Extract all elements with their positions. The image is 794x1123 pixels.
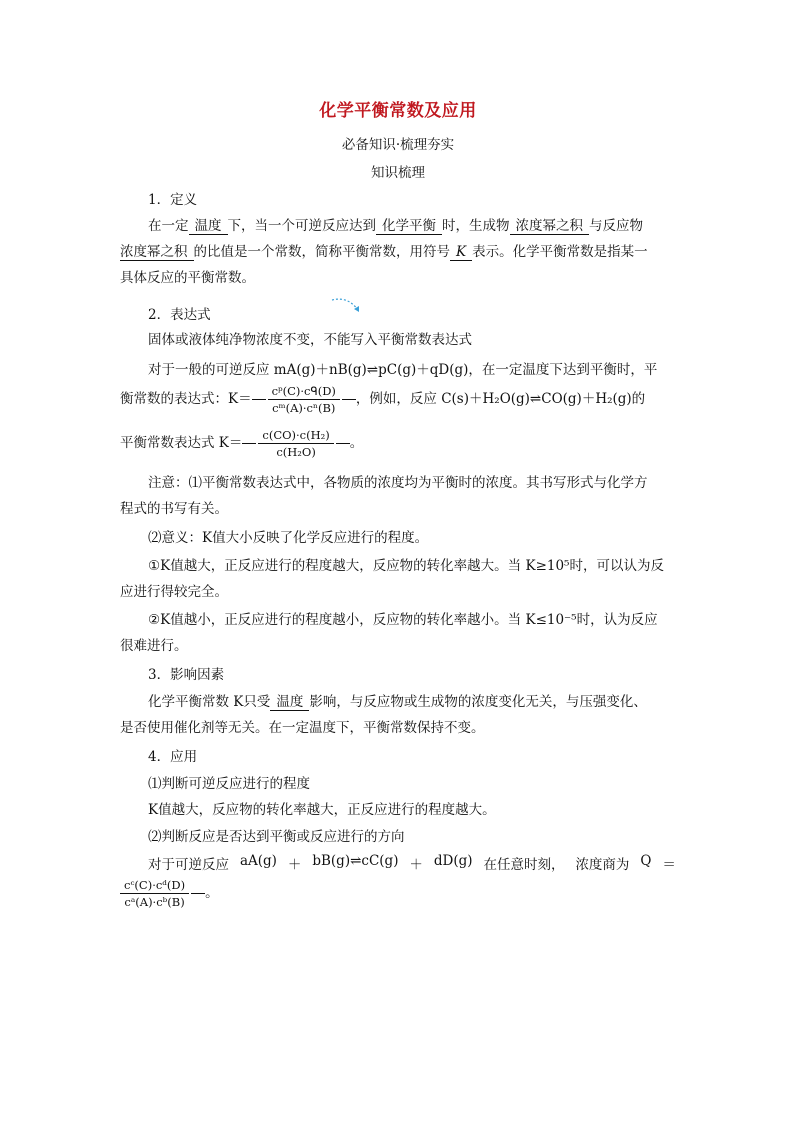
blank-answer-k xyxy=(450,244,472,261)
quotient-word: ＝ xyxy=(662,857,676,873)
s2-meaning-1b: 应进行得较完全。 xyxy=(120,584,228,600)
blank-answer-prod: 浓度幂之积 xyxy=(510,218,590,235)
s3-heading: 3．影响因素 xyxy=(148,667,225,683)
text: 影响，与反应物或生成物的浓度变化无关，与压强变化、 xyxy=(309,694,647,710)
s2-meaning: ⑵意义：K值大小反映了化学反应进行的程度。 xyxy=(148,530,429,546)
text: 的比值是一个常数，简称平衡常数，用符号 xyxy=(193,244,450,260)
text: 时，生成物 xyxy=(442,218,510,234)
s2-line3 xyxy=(120,428,363,459)
text: 下，当一个可逆反应达到 xyxy=(227,218,376,234)
blank-answer-eq: 化学平衡 xyxy=(376,218,442,235)
quotient-word: aA(g) xyxy=(239,853,277,869)
k-symbol: K xyxy=(456,244,467,260)
s2-note: 固体或液体纯净物浓度不变，不能写入平衡常数表达式 xyxy=(148,332,472,348)
s2-heading: 2．表达式 xyxy=(148,307,211,323)
quotient-word: ＋ xyxy=(287,857,302,873)
s4-item1-text: K值越大，反应物的转化率越大，正反应进行的程度越大。 xyxy=(148,802,496,818)
blank-line xyxy=(336,443,350,444)
text: 衡常数的表达式：K＝ xyxy=(120,391,252,407)
text: 。 xyxy=(205,885,219,901)
quotient-word: 在任意时刻， xyxy=(483,857,565,873)
blank-line xyxy=(191,893,205,894)
blank-answer-react: 浓度幂之积 xyxy=(120,244,194,261)
text: ，例如，反应 C(s)＋H₂O(g)⇌CO(g)＋H₂(g)的 xyxy=(355,391,646,407)
s4-heading: 4．应用 xyxy=(148,749,198,765)
s1-line1 xyxy=(148,214,643,235)
quotient-word: Q xyxy=(640,853,652,869)
fraction-k-general xyxy=(268,384,340,415)
fraction-q xyxy=(120,878,189,909)
page-title: 化学平衡常数及应用 xyxy=(319,101,477,121)
text: 平衡常数表达式 K＝ xyxy=(120,435,243,451)
subtitle: 必备知识·梳理夯实 xyxy=(341,137,455,153)
s2-meaning-1a: ①K值越大，正反应进行的程度越大，反应物的转化率越大。当 K≥10⁵时，可以认为反 xyxy=(148,558,664,574)
s4-quotient-fraction-line xyxy=(120,878,219,909)
text: 化学平衡常数 K只受 xyxy=(148,694,271,710)
text: 表示。化学平衡常数是指某一 xyxy=(472,244,648,260)
text: 。 xyxy=(349,435,364,451)
s2-line1: 对于一般的可逆反应 mA(g)＋nB(g)⇌pC(g)＋qD(g)，在一定温度下达到平衡时，平 xyxy=(148,362,658,378)
quotient-word: 对于可逆反应 xyxy=(148,857,229,873)
curved-arrow-icon xyxy=(330,296,364,318)
s3-line1 xyxy=(148,690,647,711)
s3-line2: 是否使用催化剂等无关。在一定温度下，平衡常数保持不变。 xyxy=(120,720,485,736)
fraction-numerator: c(CO)·c(H₂) xyxy=(258,428,333,444)
quotient-words xyxy=(148,853,676,873)
text: 与反应物 xyxy=(589,218,643,234)
s2-line2 xyxy=(120,384,645,415)
section-heading: 知识梳理 xyxy=(371,165,425,181)
quotient-word: bB(g)⇌cC(g) xyxy=(312,853,399,869)
s2-meaning-2b: 很难进行。 xyxy=(120,638,188,654)
blank-line xyxy=(342,399,356,400)
s2-meaning-2a: ②K值越小，正反应进行的程度越小，反应物的转化率越小。当 K≤10⁻⁵时，认为反应 xyxy=(148,612,658,628)
s1-line3: 具体反应的平衡常数。 xyxy=(120,270,255,286)
s2-note-line1: 注意：⑴平衡常数表达式中，各物质的浓度均为平衡时的浓度。其书写形式与化学方 xyxy=(148,475,648,491)
s4-item2: ⑵判断反应是否达到平衡或反应进行的方向 xyxy=(148,829,405,845)
fraction-denominator: c(H₂O) xyxy=(276,445,316,459)
fraction-k-example xyxy=(258,428,333,459)
fraction-numerator: cᶜ(C)·cᵈ(D) xyxy=(120,878,189,894)
blank-line xyxy=(242,443,256,444)
s1-line2 xyxy=(120,240,648,261)
quotient-word: 浓度商为 xyxy=(575,857,630,873)
quotient-word: dD(g) xyxy=(433,853,473,869)
quotient-word: ＋ xyxy=(409,857,423,873)
s4-quotient-line xyxy=(148,853,676,873)
blank-answer-temp2: 温度 xyxy=(270,694,309,711)
blank-line xyxy=(252,399,266,400)
blank-answer-temp: 温度 xyxy=(189,218,228,235)
s2-note-line2: 程式的书写有关。 xyxy=(120,501,228,517)
s1-heading: 1．定义 xyxy=(148,192,198,208)
fraction-denominator: cᵃ(A)·cᵇ(B) xyxy=(124,895,185,909)
s4-item1: ⑴判断可逆反应进行的程度 xyxy=(148,776,310,792)
fraction-denominator: cᵐ(A)·cⁿ(B) xyxy=(272,401,336,415)
text: 在一定 xyxy=(148,218,189,234)
fraction-numerator: cᵖ(C)·cᑫ(D) xyxy=(268,384,340,400)
